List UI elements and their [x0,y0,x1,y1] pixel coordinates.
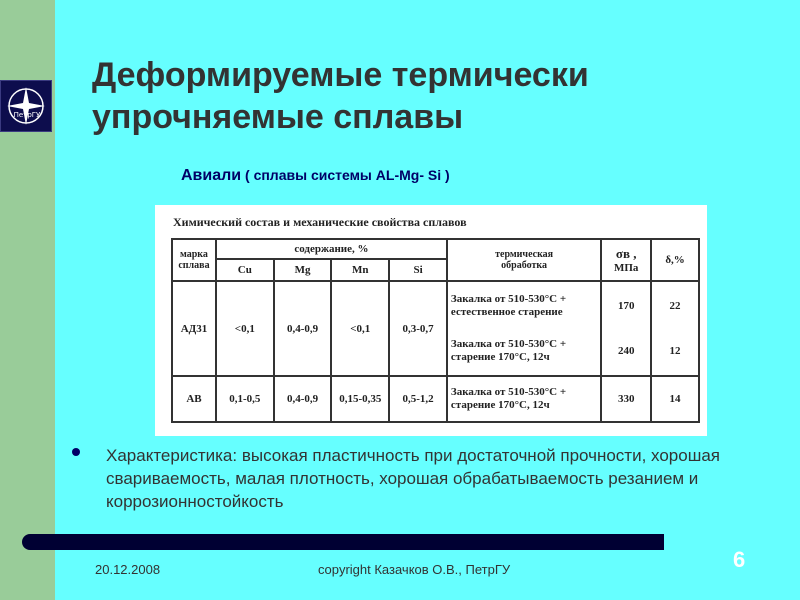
cell-si: 0,5-1,2 [389,376,447,422]
cell-cu: 0,1-0,5 [216,376,274,422]
cell-elongation: 14 [651,376,699,422]
header-treatment: термическая обработка [447,239,601,281]
header-content: содержание, % [216,239,447,259]
title-line-2: упрочняемые сплавы [92,98,464,136]
header-strength: σв , МПа [601,239,651,281]
footer-bar [22,534,664,550]
subtitle-main: Авиали [181,167,242,184]
header-mn: Mn [331,259,389,281]
cell-strength: 170 240 [601,281,651,376]
alloy-properties-table [171,238,700,423]
star-logo-icon [1,81,51,131]
cell-treatment: Закалка от 510-530°С + естественное старение Закалка от 510-530°С + старение 170°С, 12ч [447,281,601,376]
table-row [172,376,699,422]
header-si: Si [389,259,447,281]
footer-date: 20.12.2008 [95,562,161,577]
slide-subtitle [181,167,450,185]
cell-treatment: Закалка от 510-530°С + старение 170°С, 12ч [447,376,601,422]
cell-si: 0,3-0,7 [389,281,447,376]
bullet-dot-icon [72,448,80,456]
university-logo [0,80,52,132]
cell-grade: АД31 [172,281,216,376]
cell-strength: 330 [601,376,651,422]
cell-mg: 0,4-0,9 [274,281,332,376]
table-caption: Химический состав и механические свойства сплавов [173,215,467,229]
table-row [172,281,699,376]
footer-copyright: copyright Казачков О.В., ПетрГУ [318,562,511,577]
slide-number: 6 [733,547,746,572]
cell-mn: <0,1 [331,281,389,376]
cell-elongation: 22 12 [651,281,699,376]
cell-mg: 0,4-0,9 [274,376,332,422]
logo-text: ПетрГУ [13,111,41,119]
alloy-table-panel [155,205,707,436]
header-mg: Mg [274,259,332,281]
cell-grade: АВ [172,376,216,422]
header-grade: марка сплава [172,239,216,281]
cell-mn: 0,15-0,35 [331,376,389,422]
header-cu: Cu [216,259,274,281]
title-line-1: Деформируемые термически [92,56,589,94]
cell-cu: <0,1 [216,281,274,376]
slide-title [92,54,782,138]
header-elongation: δ,% [651,239,699,281]
bullet-text: Характеристика: высокая пластичность при достаточной прочности, хорошая свариваемость, малая плотность, хорошая обрабатываемость резанием и коррозионностойкость [106,446,721,511]
subtitle-extra: ( сплавы системы AL-Mg- Si ) [241,167,450,183]
